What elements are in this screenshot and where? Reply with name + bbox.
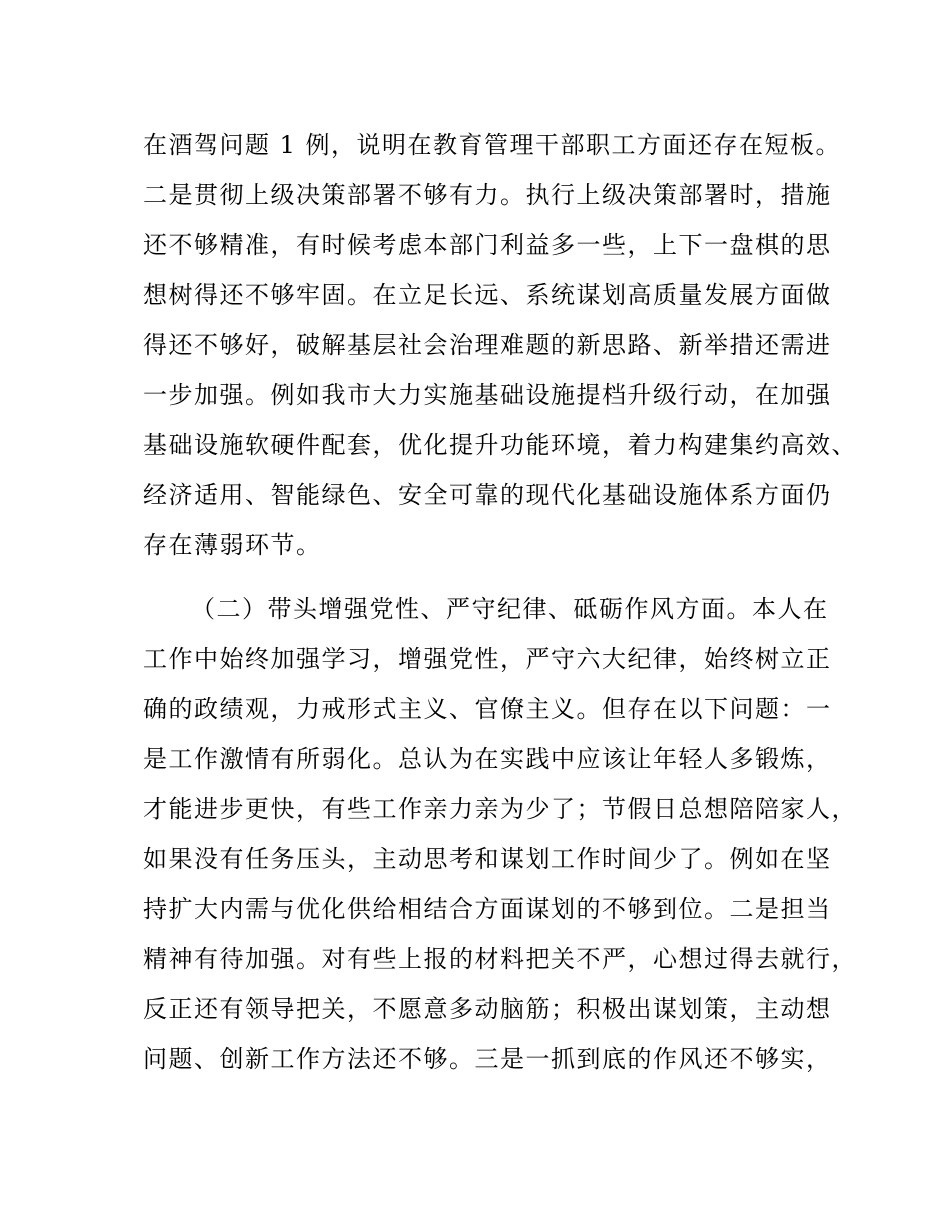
text-line: 存在薄弱环节。 [143,531,322,559]
text-line: 基础设施软硬件配套，优化提升功能环境，着力构建集约高效、 [143,431,857,459]
text-line: 在酒驾问题 1 例，说明在教育管理干部职工方面还存在短板。 [143,131,842,159]
text-line: 还不够精准，有时候考虑本部门利益多一些，上下一盘棋的思 [143,231,832,259]
paragraph-gap [143,570,843,584]
text-line: 如果没有任务压头，主动思考和谋划工作时间少了。例如在坚 [143,845,832,873]
text-line: 反正还有领导把关，不愿意多动脑筋；积极出谋划策，主动想 [143,995,832,1023]
text-line: 问题、创新工作方法还不够。三是一抓到底的作风还不够实， [143,1045,832,1073]
text-line: 是工作激情有所弱化。总认为在实践中应该让年轻人多锻炼， [143,745,832,773]
document-body [143,120,857,1084]
text-line: 一步加强。例如我市大力实施基础设施提档升级行动，在加强 [143,381,832,409]
text-line: 二是贯彻上级决策部署不够有力。执行上级决策部署时，措施 [143,181,832,209]
text-line: 经济适用、智能绿色、安全可靠的现代化基础设施体系方面仍 [143,481,832,509]
paragraph-1 [143,120,857,570]
text-line: 精神有待加强。对有些上报的材料把关不严，心想过得去就行， [143,945,857,973]
paragraph-2-heading-line: （二）带头增强党性、严守纪律、砥砺作风方面。本人在 [191,595,829,623]
text-line: 才能进步更快，有些工作亲力亲为少了；节假日总想陪陪家人， [143,795,857,823]
text-line: 得还不够好，破解基层社会治理难题的新思路、新举措还需进 [143,331,832,359]
text-line: 工作中始终加强学习，增强党性，严守六大纪律，始终树立正 [143,645,832,673]
text-line: 确的政绩观，力戒形式主义、官僚主义。但存在以下问题：一 [143,695,832,723]
text-line: 想树得还不够牢固。在立足长远、系统谋划高质量发展方面做 [143,281,832,309]
text-line: 持扩大内需与优化供给相结合方面谋划的不够到位。二是担当 [143,895,832,923]
paragraph-2 [143,584,857,1084]
